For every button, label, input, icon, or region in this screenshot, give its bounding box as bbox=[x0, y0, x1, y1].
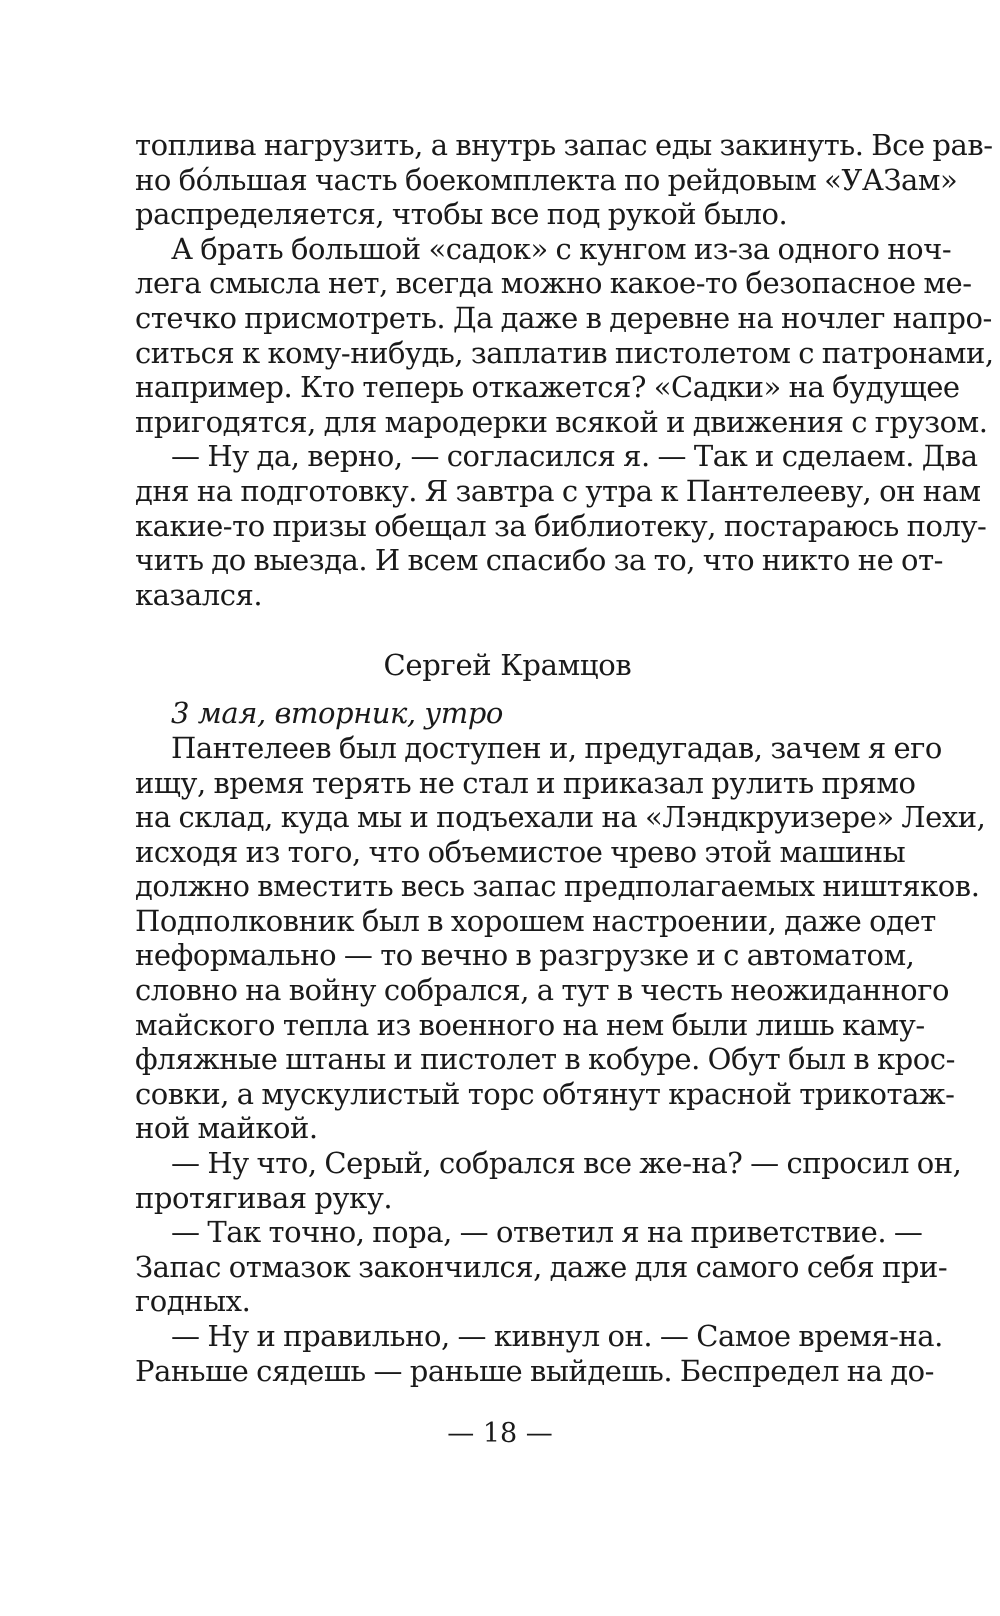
text-line: словно на войну собрался, а тут в честь неожиданного bbox=[135, 973, 949, 1008]
text-line: дня на подготовку. Я завтра с утра к Пантелееву, он нам bbox=[135, 473, 981, 508]
text-line: исходя из того, что объемистое чрево этой машины bbox=[135, 834, 906, 869]
text-line: Пантелеев был доступен и, предугадав, зачем я его bbox=[171, 730, 942, 765]
text-line: лега смысла нет, всегда можно какое-то безопасное ме- bbox=[135, 266, 972, 301]
text-line: — Ну что, Серый, собрался все же-на? — спросил он, bbox=[171, 1146, 962, 1181]
text-line: должно вместить весь запас предполагаемых ништяков. bbox=[135, 869, 980, 904]
text-line: фляжные штаны и пистолет в кобуре. Обут был в крос- bbox=[135, 1042, 955, 1077]
text-line: стечко присмотреть. Да даже в деревне на ночлег напро- bbox=[135, 300, 992, 335]
text-line: чить до выезда. И всем спасибо за то, что никто не от- bbox=[135, 543, 944, 578]
page-number: — 18 — bbox=[447, 1418, 553, 1449]
text-line: — Так точно, пора, — ответил я на приветствие. — bbox=[171, 1215, 923, 1250]
text-line: пригодятся, для мародерки всякой и движения с грузом. bbox=[135, 404, 988, 439]
text-line: топлива нагрузить, а внутрь запас еды закинуть. Все рав- bbox=[135, 128, 993, 162]
text-line: — Ну да, верно, — согласился я. — Так и сделаем. Два bbox=[171, 439, 978, 474]
text-line: ситься к кому-нибудь, заплатив пистолетом с патронами, bbox=[135, 335, 994, 370]
text-line: Раньше сядешь — раньше выйдешь. Беспредел на до- bbox=[135, 1353, 935, 1388]
text-line: на склад, куда мы и подъехали на «Лэндкруизере» Лехи, bbox=[135, 800, 986, 835]
text-line: например. Кто теперь откажется? «Садки» на будущее bbox=[135, 370, 960, 405]
text-line: годных. bbox=[135, 1284, 251, 1319]
text-block-1 bbox=[135, 128, 994, 612]
text-line: распределяется, чтобы все под рукой было. bbox=[135, 197, 788, 232]
text-line: неформально — то вечно в разгрузке и с автоматом, bbox=[135, 938, 915, 973]
book-page bbox=[135, 128, 994, 1388]
text-line: но бо́льшая часть боекомплекта по рейдовым «УАЗам» bbox=[135, 162, 958, 197]
dateline: 3 мая, вторник, утро bbox=[171, 696, 503, 731]
text-line: майского тепла из военного на нем были лишь каму- bbox=[135, 1007, 925, 1042]
text-line: ной майкой. bbox=[135, 1111, 318, 1146]
text-line: ищу, время терять не стал и приказал рулить прямо bbox=[135, 765, 916, 800]
text-line: Подполковник был в хорошем настроении, даже одет bbox=[135, 903, 936, 938]
text-line: — Ну и правильно, — кивнул он. — Самое время-на. bbox=[171, 1319, 943, 1353]
text-line: казался. bbox=[135, 577, 263, 612]
text-line: совки, а мускулистый торс обтянут красной трикотаж- bbox=[135, 1076, 955, 1111]
text-line: А брать большой «садок» с кунгом из-за одного ноч- bbox=[171, 231, 952, 266]
chapter-heading: Сергей Крамцов bbox=[383, 648, 632, 683]
text-line: протягивая руку. bbox=[135, 1180, 393, 1215]
text-line: Запас отмазок закончился, даже для самого себя при- bbox=[135, 1249, 948, 1284]
text-block-2 bbox=[135, 730, 986, 1388]
text-line: какие-то призы обещал за библиотеку, постараюсь полу- bbox=[135, 508, 987, 543]
